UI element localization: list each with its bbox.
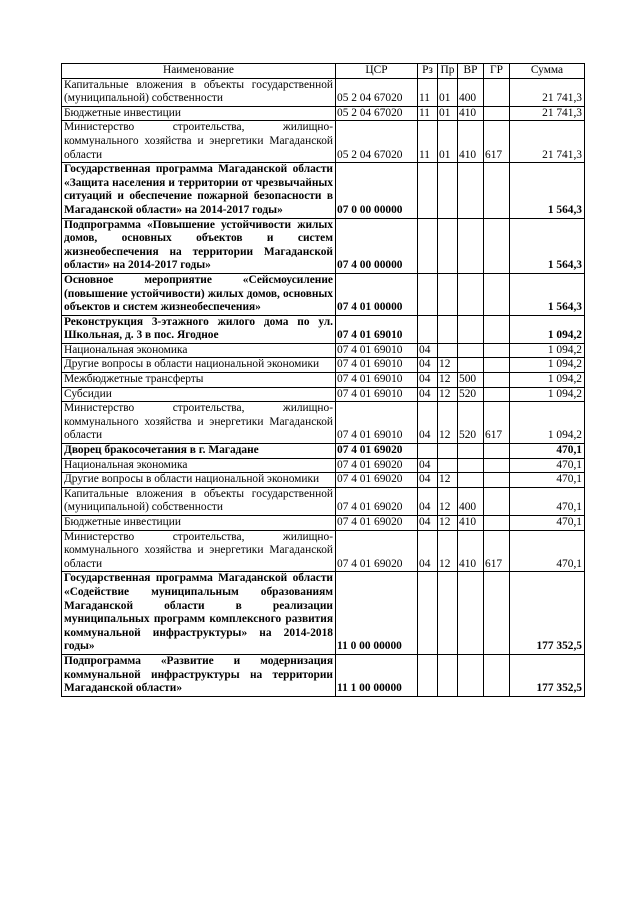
row-name-cell: Министерство строительства, жилищно-коммунального хозяйства и энергетики Магаданской области — [62, 530, 336, 572]
row-sum-cell: 470,1 — [510, 530, 585, 572]
row-gr-cell — [484, 78, 510, 106]
table-row — [62, 387, 585, 402]
row-gr-cell: 617 — [484, 402, 510, 444]
table-row — [62, 373, 585, 388]
row-csr-cell: 07 4 01 69020 — [336, 487, 418, 515]
row-pr-cell: 12 — [438, 373, 458, 388]
row-vr-cell — [458, 654, 484, 696]
row-gr-cell — [484, 343, 510, 358]
row-vr-cell — [458, 473, 484, 488]
row-rz-cell: 04 — [418, 402, 438, 444]
column-header-name: Наименование — [62, 64, 336, 79]
row-sum-cell: 21 741,3 — [510, 106, 585, 121]
table-row — [62, 78, 585, 106]
row-name-cell: Национальная экономика — [62, 343, 336, 358]
row-csr-cell: 11 0 00 00000 — [336, 572, 418, 655]
row-rz-cell — [418, 315, 438, 343]
row-gr-cell — [484, 218, 510, 273]
row-gr-cell — [484, 473, 510, 488]
row-sum-cell: 470,1 — [510, 487, 585, 515]
row-name-cell: Капитальные вложения в объекты государственной (муниципальной) собственности — [62, 78, 336, 106]
row-csr-cell: 05 2 04 67020 — [336, 106, 418, 121]
row-pr-cell — [438, 218, 458, 273]
column-header-sum: Сумма — [510, 64, 585, 79]
row-csr-cell: 07 4 01 69020 — [336, 458, 418, 473]
row-name-cell: Другие вопросы в области национальной экономики — [62, 358, 336, 373]
table-row — [62, 315, 585, 343]
row-sum-cell: 1 094,2 — [510, 402, 585, 444]
row-pr-cell: 12 — [438, 473, 458, 488]
row-name-cell: Капитальные вложения в объекты государственной (муниципальной) собственности — [62, 487, 336, 515]
row-vr-cell — [458, 572, 484, 655]
row-vr-cell: 410 — [458, 121, 484, 163]
row-vr-cell: 410 — [458, 106, 484, 121]
row-rz-cell: 11 — [418, 106, 438, 121]
row-gr-cell — [484, 273, 510, 315]
table-row — [62, 121, 585, 163]
row-name-cell: Бюджетные инвестиции — [62, 516, 336, 531]
row-pr-cell: 12 — [438, 530, 458, 572]
row-vr-cell — [458, 273, 484, 315]
row-pr-cell: 12 — [438, 358, 458, 373]
row-name-cell: Межбюджетные трансферты — [62, 373, 336, 388]
row-rz-cell: 11 — [418, 78, 438, 106]
row-vr-cell — [458, 315, 484, 343]
row-pr-cell — [438, 458, 458, 473]
row-pr-cell: 12 — [438, 487, 458, 515]
row-sum-cell: 1 094,2 — [510, 373, 585, 388]
row-name-cell: Основное мероприятие «Сейсмоусиление (повышение устойчивости) жилых домов, основных объектов и систем жизнеобеспечения» — [62, 273, 336, 315]
row-csr-cell: 07 0 00 00000 — [336, 163, 418, 218]
row-csr-cell: 07 4 01 69010 — [336, 387, 418, 402]
row-pr-cell — [438, 343, 458, 358]
table-row — [62, 530, 585, 572]
row-vr-cell: 410 — [458, 530, 484, 572]
row-name-cell: Реконструкция 3-этажного жилого дома по ул. Школьная, д. 3 в пос. Ягодное — [62, 315, 336, 343]
row-csr-cell: 07 4 01 69020 — [336, 530, 418, 572]
row-rz-cell: 11 — [418, 121, 438, 163]
row-vr-cell: 520 — [458, 402, 484, 444]
table-row — [62, 358, 585, 373]
row-rz-cell — [418, 654, 438, 696]
row-pr-cell: 01 — [438, 121, 458, 163]
row-csr-cell: 05 2 04 67020 — [336, 78, 418, 106]
row-gr-cell — [484, 458, 510, 473]
row-sum-cell: 1 564,3 — [510, 218, 585, 273]
row-rz-cell — [418, 218, 438, 273]
row-sum-cell: 177 352,5 — [510, 654, 585, 696]
row-csr-cell: 07 4 01 69020 — [336, 516, 418, 531]
table-row — [62, 273, 585, 315]
row-pr-cell — [438, 273, 458, 315]
row-name-cell: Министерство строительства, жилищно-коммунального хозяйства и энергетики Магаданской области — [62, 402, 336, 444]
row-sum-cell: 21 741,3 — [510, 78, 585, 106]
row-csr-cell: 07 4 00 00000 — [336, 218, 418, 273]
budget-table — [61, 63, 585, 697]
row-csr-cell: 07 4 01 00000 — [336, 273, 418, 315]
row-gr-cell — [484, 444, 510, 459]
row-pr-cell: 12 — [438, 516, 458, 531]
row-csr-cell: 07 4 01 69010 — [336, 402, 418, 444]
table-row — [62, 654, 585, 696]
table-row — [62, 487, 585, 515]
row-name-cell: Бюджетные инвестиции — [62, 106, 336, 121]
row-vr-cell: 400 — [458, 487, 484, 515]
row-vr-cell — [458, 444, 484, 459]
row-csr-cell: 05 2 04 67020 — [336, 121, 418, 163]
column-header-gr: ГР — [484, 64, 510, 79]
row-sum-cell: 1 564,3 — [510, 163, 585, 218]
row-gr-cell — [484, 572, 510, 655]
row-pr-cell: 01 — [438, 106, 458, 121]
row-rz-cell: 04 — [418, 387, 438, 402]
row-pr-cell — [438, 315, 458, 343]
row-csr-cell: 07 4 01 69010 — [336, 358, 418, 373]
table-row — [62, 473, 585, 488]
row-sum-cell: 1 094,2 — [510, 315, 585, 343]
row-gr-cell — [484, 358, 510, 373]
row-pr-cell — [438, 654, 458, 696]
row-vr-cell — [458, 343, 484, 358]
row-sum-cell: 470,1 — [510, 516, 585, 531]
row-gr-cell — [484, 106, 510, 121]
row-gr-cell: 617 — [484, 530, 510, 572]
table-row — [62, 106, 585, 121]
row-gr-cell — [484, 315, 510, 343]
row-rz-cell — [418, 273, 438, 315]
table-header-row — [62, 64, 585, 79]
row-pr-cell: 12 — [438, 387, 458, 402]
row-pr-cell: 12 — [438, 402, 458, 444]
row-vr-cell: 410 — [458, 516, 484, 531]
row-gr-cell — [484, 487, 510, 515]
row-gr-cell — [484, 163, 510, 218]
row-sum-cell: 1 094,2 — [510, 387, 585, 402]
row-rz-cell — [418, 163, 438, 218]
row-gr-cell — [484, 516, 510, 531]
table-row — [62, 458, 585, 473]
table-row — [62, 402, 585, 444]
table-row — [62, 343, 585, 358]
row-rz-cell — [418, 572, 438, 655]
row-vr-cell: 500 — [458, 373, 484, 388]
row-sum-cell: 21 741,3 — [510, 121, 585, 163]
row-gr-cell — [484, 654, 510, 696]
row-name-cell: Субсидии — [62, 387, 336, 402]
row-gr-cell: 617 — [484, 121, 510, 163]
row-name-cell: Государственная программа Магаданской области «Содействие муниципальным образованиям Магаданской области в реализации муниципальных программ комплексного развития коммунальной инфраструктуры» на 2014-2018 годы» — [62, 572, 336, 655]
row-vr-cell — [458, 163, 484, 218]
row-rz-cell: 04 — [418, 473, 438, 488]
row-csr-cell: 11 1 00 00000 — [336, 654, 418, 696]
row-gr-cell — [484, 387, 510, 402]
row-csr-cell: 07 4 01 69020 — [336, 444, 418, 459]
row-vr-cell — [458, 218, 484, 273]
row-name-cell: Национальная экономика — [62, 458, 336, 473]
table-row — [62, 516, 585, 531]
row-sum-cell: 470,1 — [510, 458, 585, 473]
row-csr-cell: 07 4 01 69020 — [336, 473, 418, 488]
row-rz-cell: 04 — [418, 358, 438, 373]
row-rz-cell — [418, 444, 438, 459]
row-pr-cell — [438, 163, 458, 218]
column-header-rz: Рз — [418, 64, 438, 79]
row-name-cell: Другие вопросы в области национальной экономики — [62, 473, 336, 488]
row-rz-cell: 04 — [418, 487, 438, 515]
column-header-pr: Пр — [438, 64, 458, 79]
table-row — [62, 444, 585, 459]
table-row — [62, 572, 585, 655]
row-rz-cell: 04 — [418, 458, 438, 473]
row-rz-cell: 04 — [418, 373, 438, 388]
row-sum-cell: 1 564,3 — [510, 273, 585, 315]
table-row — [62, 163, 585, 218]
row-name-cell: Министерство строительства, жилищно-коммунального хозяйства и энергетики Магаданской области — [62, 121, 336, 163]
row-pr-cell: 01 — [438, 78, 458, 106]
row-vr-cell: 400 — [458, 78, 484, 106]
row-sum-cell: 177 352,5 — [510, 572, 585, 655]
row-sum-cell: 1 094,2 — [510, 358, 585, 373]
row-csr-cell: 07 4 01 69010 — [336, 343, 418, 358]
row-name-cell: Подпрограмма «Повышение устойчивости жилых домов, основных объектов и систем жизнеобеспечения на территории Магаданской области» на 2014-2017 годы» — [62, 218, 336, 273]
row-sum-cell: 1 094,2 — [510, 343, 585, 358]
row-vr-cell — [458, 358, 484, 373]
row-sum-cell: 470,1 — [510, 444, 585, 459]
row-pr-cell — [438, 444, 458, 459]
row-sum-cell: 470,1 — [510, 473, 585, 488]
row-rz-cell: 04 — [418, 343, 438, 358]
row-vr-cell: 520 — [458, 387, 484, 402]
column-header-csr: ЦСР — [336, 64, 418, 79]
row-name-cell: Дворец бракосочетания в г. Магадане — [62, 444, 336, 459]
row-csr-cell: 07 4 01 69010 — [336, 373, 418, 388]
column-header-vr: ВР — [458, 64, 484, 79]
row-csr-cell: 07 4 01 69010 — [336, 315, 418, 343]
row-gr-cell — [484, 373, 510, 388]
table-row — [62, 218, 585, 273]
row-rz-cell: 04 — [418, 516, 438, 531]
row-name-cell: Подпрограмма «Развитие и модернизация коммунальной инфраструктуры на территории Магаданской области» — [62, 654, 336, 696]
row-name-cell: Государственная программа Магаданской области «Защита населения и территории от чрезвычайных ситуаций и обеспечение пожарной безопасности в Магаданской области» на 2014-2017 годы» — [62, 163, 336, 218]
row-vr-cell — [458, 458, 484, 473]
row-pr-cell — [438, 572, 458, 655]
row-rz-cell: 04 — [418, 530, 438, 572]
